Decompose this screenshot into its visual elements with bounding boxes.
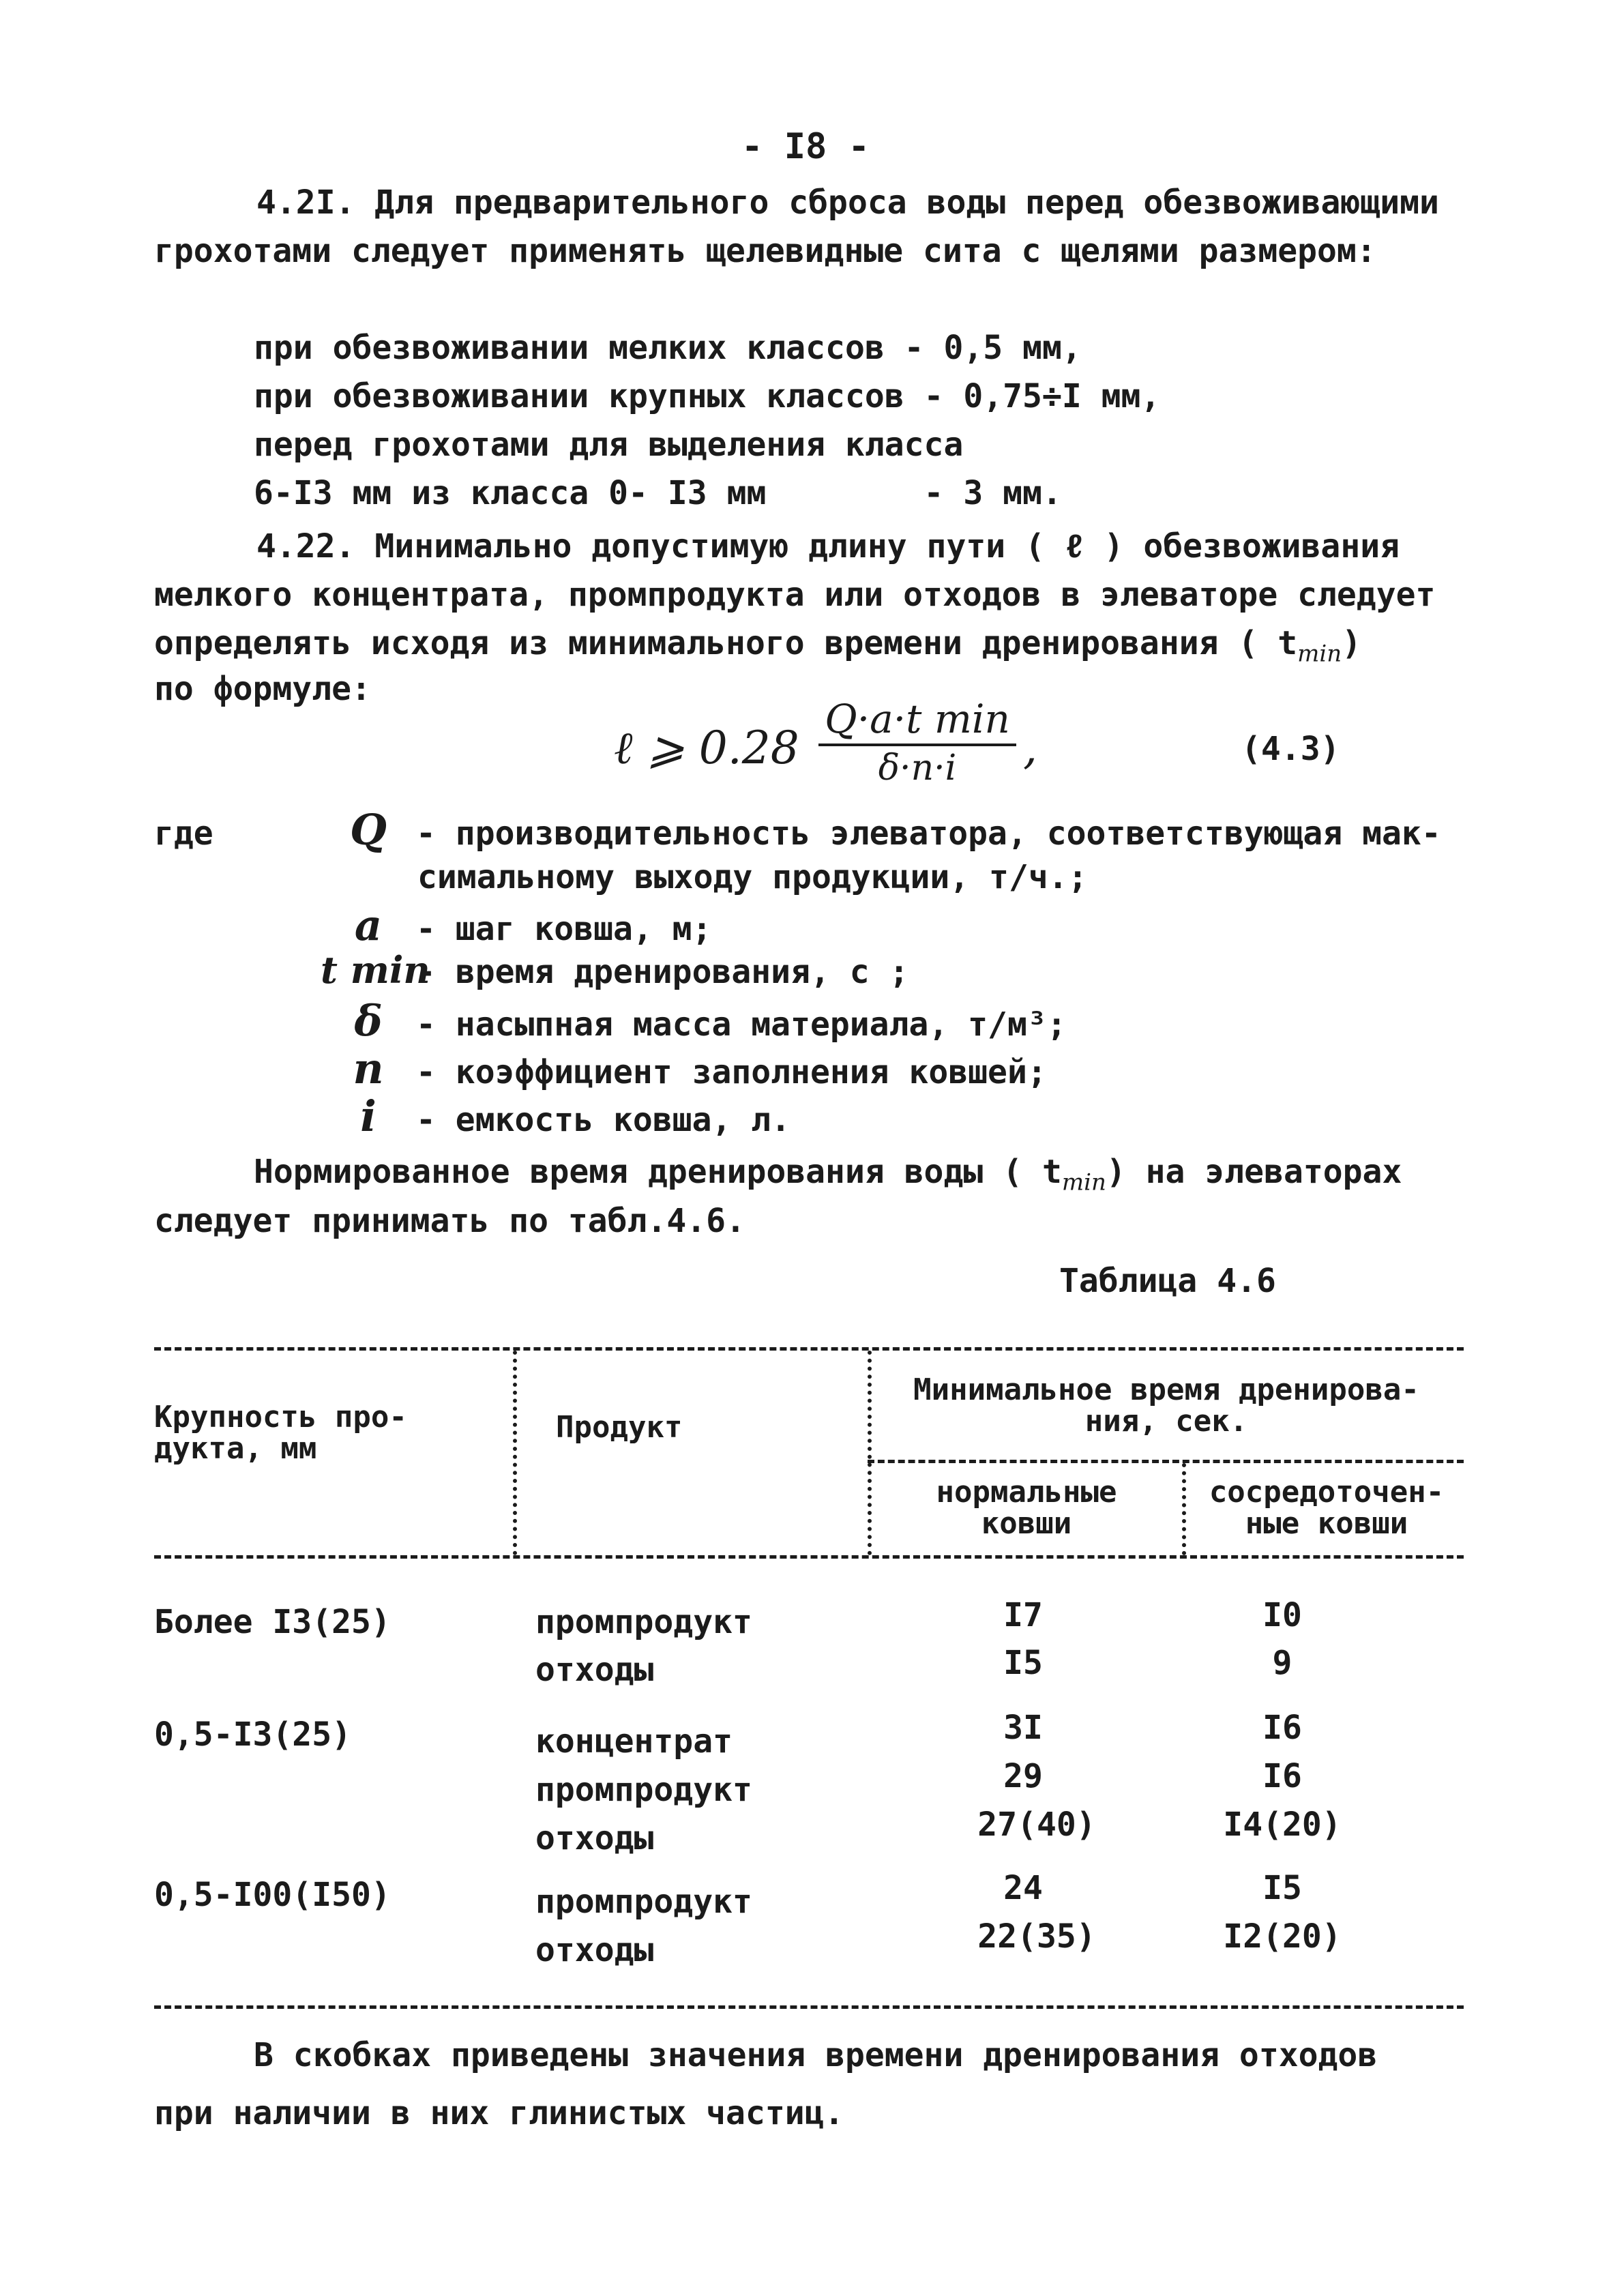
list-item: при обезвоживании крупных классов - 0,75÷I мм, — [254, 377, 1161, 415]
formula-fraction — [818, 696, 1016, 789]
table-cell-normal: I5 — [1003, 1644, 1043, 1682]
table-vline — [1182, 1463, 1186, 1555]
table-cell-product: промпродукт — [535, 1771, 752, 1809]
table-cell-product: отходы — [535, 1651, 654, 1689]
table-cell-normal: 3I — [1003, 1709, 1043, 1747]
column-header-product: Продукт — [556, 1410, 683, 1445]
norm-line-2: следует принимать по табл.4.6. — [154, 1202, 745, 1240]
table-cell-product: отходы — [535, 1819, 654, 1857]
definition-text: - производительность элеватора, соответствующая мак- — [416, 814, 1441, 853]
table-cell-normal: 29 — [1003, 1757, 1043, 1795]
definition-a — [321, 900, 711, 950]
formula-numerator: Q·a·t min — [825, 696, 1010, 742]
footnote-line-2: при наличии в них глинистых частиц. — [154, 2094, 844, 2132]
definition-i — [321, 1091, 790, 1141]
symbol-q: Q — [349, 805, 387, 855]
table-cell-product: промпродукт — [535, 1883, 752, 1921]
paragraph-4-22 — [154, 523, 1450, 679]
table-cell-product: отходы — [535, 1931, 654, 1969]
definition-text: - емкость ковша, л. — [416, 1101, 791, 1139]
table-cell-focused: I4(20) — [1223, 1806, 1342, 1844]
table-cell-normal: 22(35) — [977, 1917, 1096, 1956]
t-min-subscript: min — [1061, 1168, 1106, 1196]
table-header-rule — [154, 1555, 1464, 1559]
table-caption: Таблица 4.6 — [1059, 1262, 1276, 1300]
column-header-normal: нормальные ковши — [936, 1475, 1117, 1541]
table-bottom-rule — [154, 2005, 1464, 2009]
table-cell-product: концентрат — [535, 1722, 733, 1761]
formula-lhs: ℓ ⩾ 0.28 — [614, 722, 799, 774]
definition-text: - коэффициент заполнения ковшей; — [416, 1053, 1047, 1091]
table-cell-focused: I5 — [1262, 1869, 1302, 1907]
table-cell-focused: I2(20) — [1223, 1917, 1342, 1956]
table-vline — [513, 1351, 517, 1555]
formula-number: (4.3) — [1241, 730, 1340, 768]
table-top-rule — [154, 1347, 1464, 1351]
definition-q-continuation: симальному выходу продукции, т/ч.; — [417, 858, 1088, 896]
list-item: при обезвоживании мелких классов - 0,5 мм, — [254, 329, 1082, 367]
symbol-delta: δ — [354, 996, 383, 1046]
symbol-i: i — [360, 1091, 376, 1141]
definition-q — [321, 805, 1441, 855]
formula-comma: , — [1023, 722, 1037, 774]
definition-text: - шаг ковша, м; — [416, 910, 712, 948]
table-group-rule — [868, 1460, 1464, 1463]
column-header-size: Крупность про- дукта, мм — [154, 1400, 407, 1466]
norm-text-end: ) на элеваторах — [1106, 1153, 1402, 1191]
table-cell-normal: 27(40) — [977, 1806, 1096, 1844]
list-item: 6-I3 мм из класса 0- I3 мм - 3 мм. — [254, 474, 1062, 512]
symbol-n: n — [353, 1044, 384, 1093]
formula-denominator: δ·n·i — [878, 748, 957, 789]
formula-4-3 — [614, 696, 1159, 798]
definition-delta — [321, 996, 1067, 1046]
where-label: где — [154, 814, 213, 853]
norm-text: Нормированное время дренирования воды ( t — [254, 1153, 1062, 1191]
symbol-t-min: t min — [321, 948, 430, 992]
table-cell-focused: 9 — [1272, 1644, 1292, 1682]
table-cell-product: промпродукт — [535, 1603, 752, 1641]
paragraph-4-22-close: ) — [1342, 624, 1362, 662]
symbol-a: a — [354, 900, 383, 950]
table-cell-size: 0,5-I00(I50) — [154, 1876, 391, 1914]
table-cell-focused: I6 — [1262, 1757, 1302, 1795]
t-min-subscript: min — [1297, 640, 1342, 668]
column-header-group: Минимальное время дренирова- ния, сек. — [913, 1372, 1419, 1439]
table-vline — [868, 1351, 872, 1555]
footnote-line-1: В скобках приведены значения времени дренирования отходов — [254, 2036, 1378, 2074]
definition-text: - насыпная масса материала, т/м³; — [416, 1005, 1067, 1044]
definition-text: - время дренирования, с ; — [416, 953, 909, 991]
column-header-focused: сосредоточен- ные ковши — [1209, 1475, 1445, 1541]
definition-n — [321, 1044, 1047, 1093]
paragraph-4-22-text: 4.22. Минимально допустимую длину пути ( ℓ ) обезвоживания мелкого концентрата, промпродукта или отходов в элеваторе следует определять исходя из минимального времени дренирования ( t — [154, 527, 1436, 662]
table-cell-size: 0,5-I3(25) — [154, 1716, 351, 1754]
table-cell-normal: 24 — [1003, 1869, 1043, 1907]
page-number: - I8 - — [741, 126, 870, 167]
table-cell-normal: I7 — [1003, 1596, 1043, 1634]
formula-intro: по формуле: — [154, 670, 371, 708]
definition-t — [321, 948, 908, 992]
table-cell-size: Более I3(25) — [154, 1603, 391, 1641]
table-cell-focused: I0 — [1262, 1596, 1302, 1634]
list-item: перед грохотами для выделения класса — [254, 426, 964, 464]
fraction-bar — [818, 744, 1016, 746]
table-cell-focused: I6 — [1262, 1709, 1302, 1747]
paragraph-4-21: 4.2I. Для предварительного сброса воды перед обезвоживающими грохотами следует применять щелевидные сита с щелями размером: — [154, 183, 1439, 270]
norm-line-1 — [254, 1153, 1402, 1196]
